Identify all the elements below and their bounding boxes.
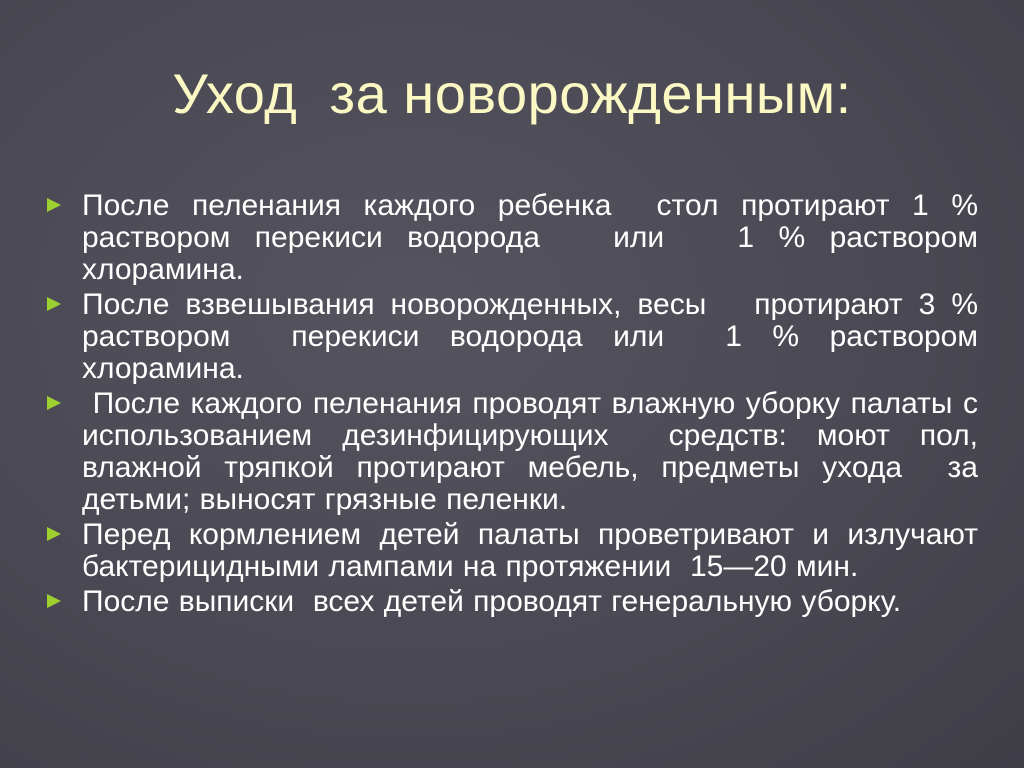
bullet-item-2 — [46, 288, 988, 385]
triangle-right-icon — [47, 297, 61, 311]
triangle-right-icon — [47, 198, 61, 212]
bullet-item-1 — [46, 189, 997, 286]
triangle-right-icon — [47, 527, 61, 541]
bullet-text-1: После пеленания каждого ребенка стол протирают 1 % раствором перекиси водорода или 1 % раствором хлорамина. — [82, 189, 997, 286]
bullet-item-3 — [46, 387, 988, 516]
bullet-item-5 — [46, 586, 978, 618]
triangle-right-icon — [47, 594, 61, 608]
bullet-list — [46, 189, 997, 621]
triangle-right-icon — [47, 396, 61, 410]
bullet-text-5: После выписки всех детей проводят генеральную уборку. — [82, 585, 902, 618]
bullet-text-2: После взвешывания новорожденных, весы протирают 3 % раствором перекиси водорода или 1 % раствором хлорамина. — [82, 288, 988, 385]
slide-title: Уход за новорожденным: — [172, 62, 852, 125]
bullet-text-4: Перед кормлением детей палаты проветривают и излучают бактерицидными лампами на протяжении 15—20 мин. — [82, 518, 997, 583]
bullet-text-3: После каждого пеленания проводят влажную уборку палаты с использованием дезинфицирующих средств: моют пол, влажной тряпкой протирают мебель, предметы ухода за детьми; выносят грязные пеленки. — [82, 387, 988, 516]
bullet-item-4 — [46, 518, 997, 583]
